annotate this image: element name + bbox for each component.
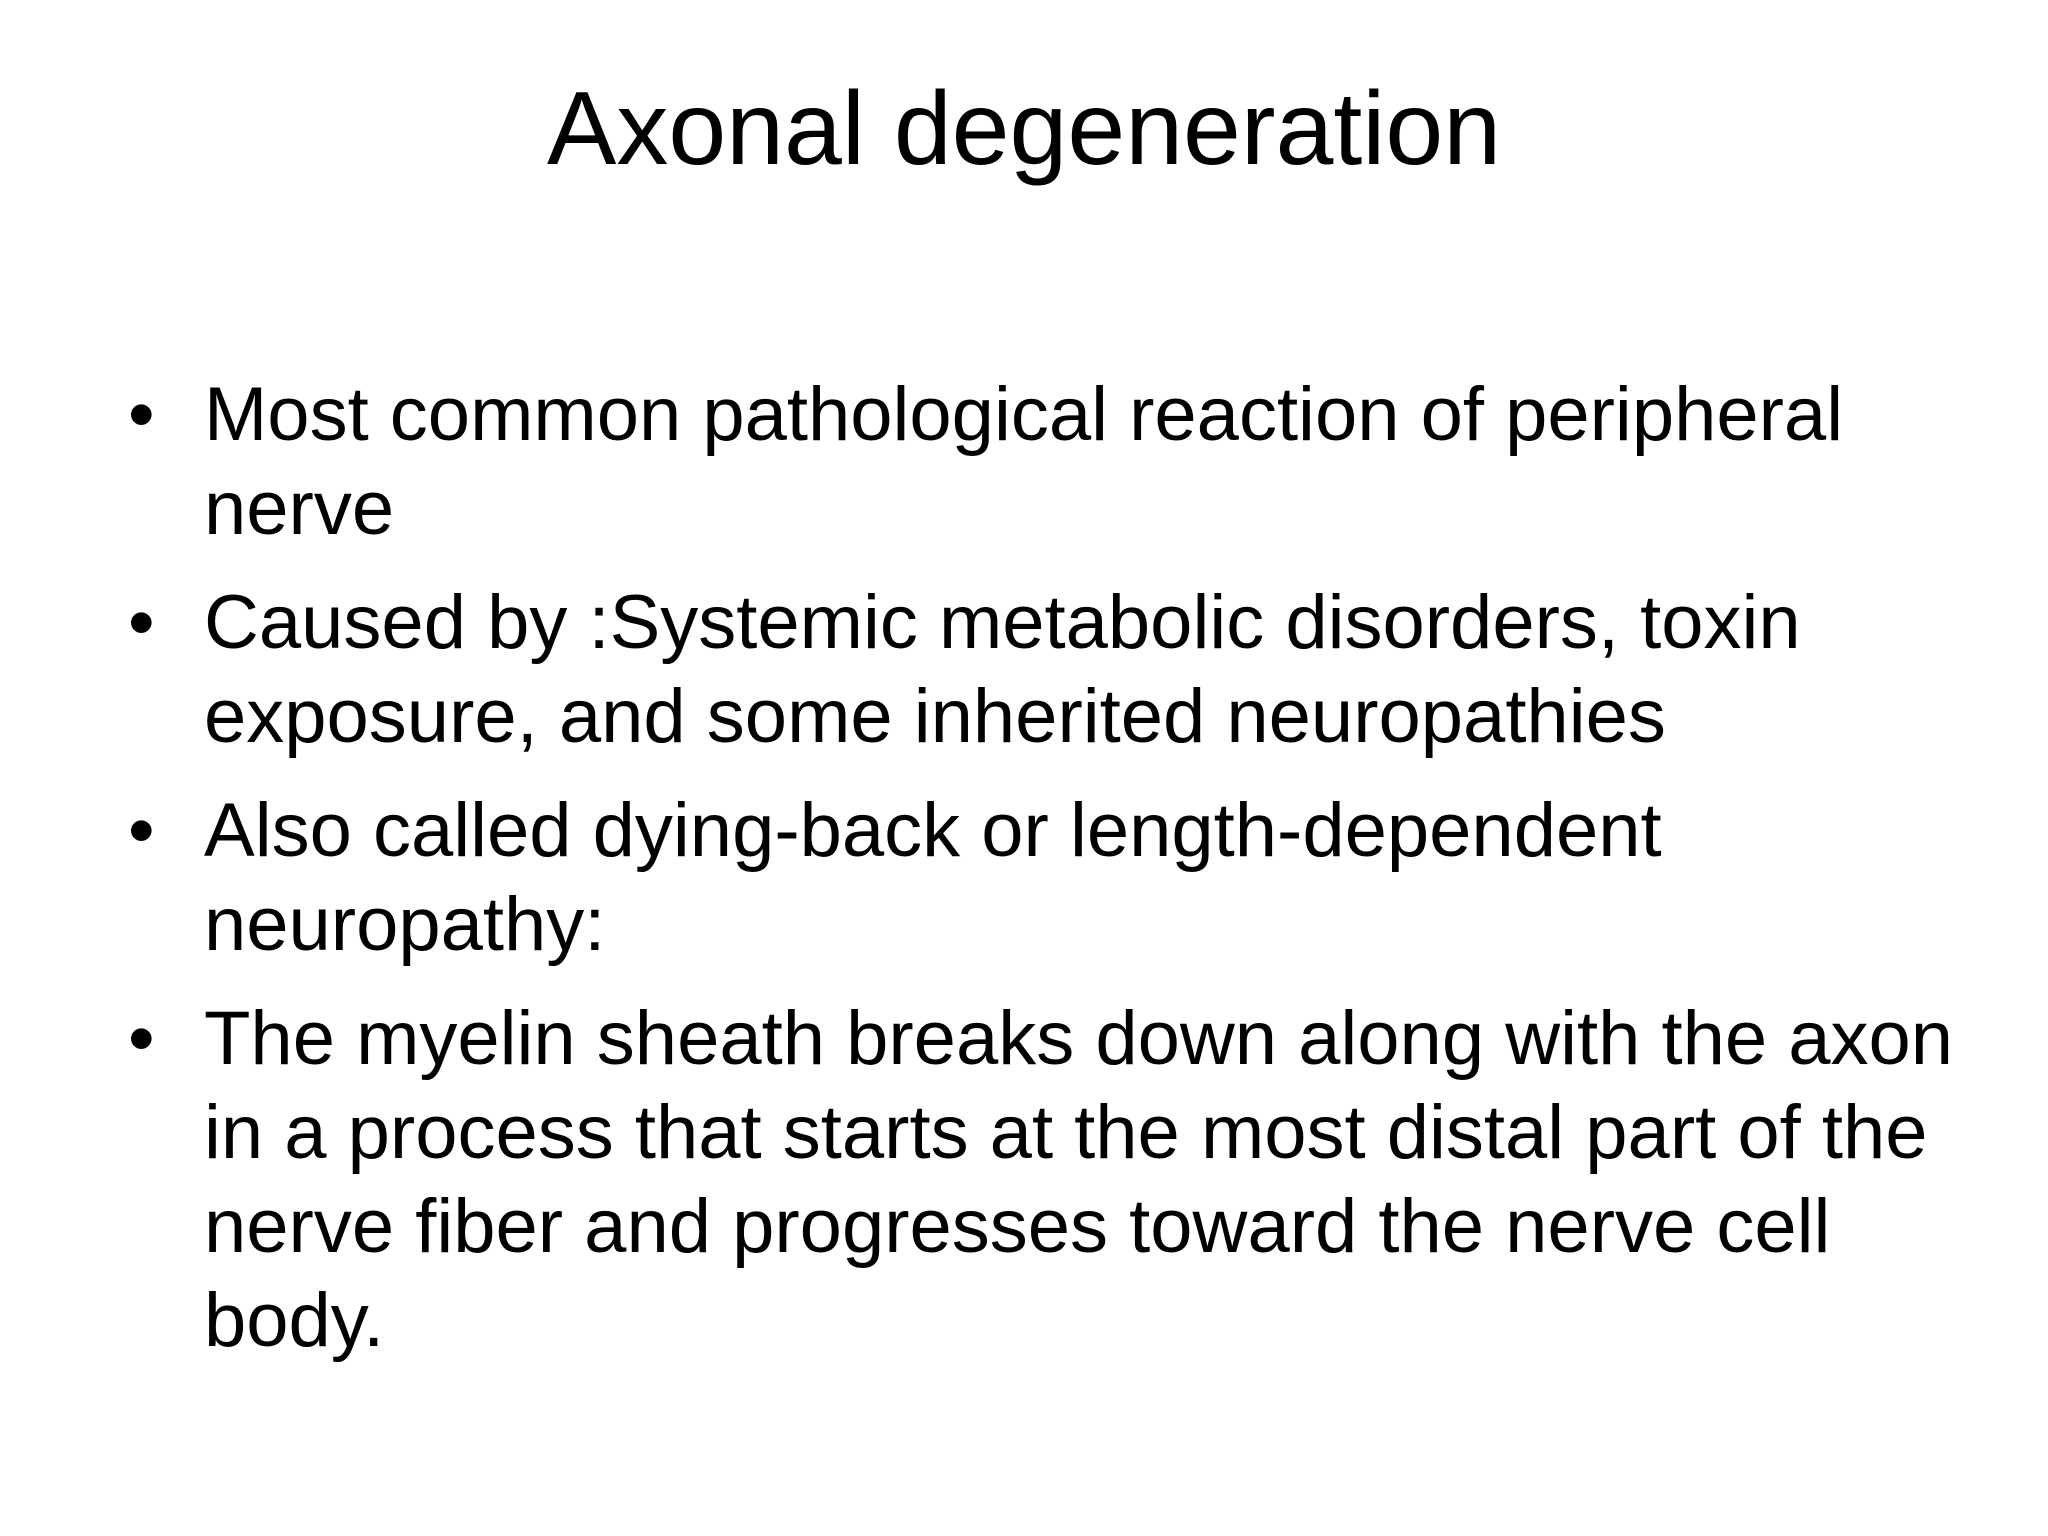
bullet-text: The myelin sheath breaks down along with the axon in a process that starts at the most distal part of the nerve fiber and progresses toward the nerve cell body.: [204, 996, 1954, 1363]
bullet-marker: •: [128, 580, 155, 665]
bullet-item: [120, 368, 1960, 556]
slide-title: Axonal degeneration: [546, 71, 1502, 187]
bullet-marker: •: [128, 788, 155, 873]
bullet-item: [120, 784, 1960, 972]
bullet-item: [120, 576, 1960, 764]
bullet-marker: •: [128, 996, 155, 1081]
bullet-marker: •: [128, 372, 155, 457]
bullet-list: [120, 368, 1960, 1388]
bullet-text: Also called dying-back or length-dependent neuropathy:: [204, 788, 1662, 967]
bullet-item: [120, 992, 1960, 1368]
bullet-text: Caused by :Systemic metabolic disorders, toxin exposure, and some inherited neuropathies: [204, 580, 1801, 759]
bullet-text: Most common pathological reaction of peripheral nerve: [204, 372, 1844, 551]
